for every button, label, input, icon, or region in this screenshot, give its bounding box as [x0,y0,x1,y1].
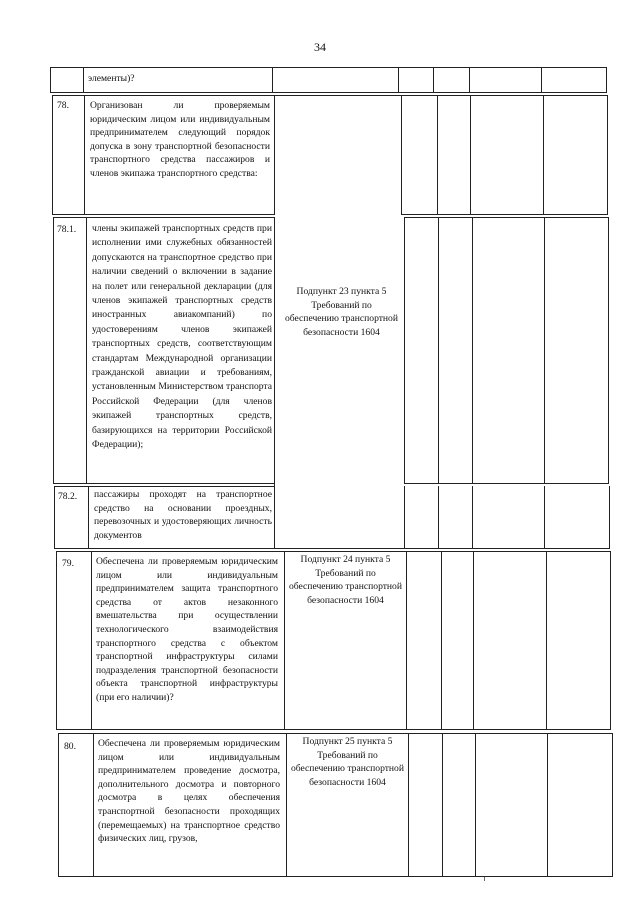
row-question: члены экипажей транспортных средств при исполнении ими служебных обязанностей допускаются на транспортное средство при наличии сведений о включении в задание на полет или генеральной декларации (для членов экипажей транспортных средств иностранных авиакомпаний) по удостоверениям членов экипажей транспортных средств, соответствующим стандартам Международной организации гражданской авиации и требованиям, установленным Министерством транспорта Российской Федерации (для членов экипажей транспортных средств, базирующихся на территории Российской Федерации); [92,223,272,451]
row-number: 78.2. [58,491,78,502]
row-number: 78. [57,100,69,111]
requirement-ref: Подпункт 24 пункта 5 Требований по обеспечению транспортной безопасности 1604 [289,554,402,606]
row-number: 79. [62,558,74,569]
row-number: 78.1. [57,224,77,235]
row-question: Обеспечена ли проверяемым юридическим лицом или индивидуальным предпринимателем защита транспортного средства от актов незаконного вмешательства при осуществлении технологического взаимодействия транспортного средства с объектом транспортной инфраструктуры силами подразделения транспортной безопасности объекта транспортной инфраструктуры (при его наличии)? [96,556,278,703]
row-number: 80. [64,741,76,752]
scan-mark [484,877,485,881]
requirement-ref: Подпункт 25 пункта 5 Требований по обеспечению транспортной безопасности 1604 [291,736,404,788]
row-question: Организован ли проверяемым юридическим лицом или индивидуальным предпринимателем следующий порядок допуска в зону транспортной безопасности транспортного средства пассажиров и членов экипажа транспортного средства: [90,100,270,179]
requirement-ref: Подпункт 23 пункта 5 Требований по обеспечению транспортной безопасности 1604 [285,286,398,338]
row-question: элементы)? [88,73,135,84]
row-question: Обеспечена ли проверяемым юридическим лицом или индивидуальным предпринимателем проведение досмотра, дополнительного досмотра и повторного досмотра в целях обеспечения транспортной безопасности проходящих (перемещаемых) на транспортное средство физических лиц, грузов, [98,738,280,845]
row-question: пассажиры проходят на транспортное средство на основании проездных, перевозочных и удостоверяющих личность документов [94,489,272,541]
page-number: 34 [314,40,326,54]
